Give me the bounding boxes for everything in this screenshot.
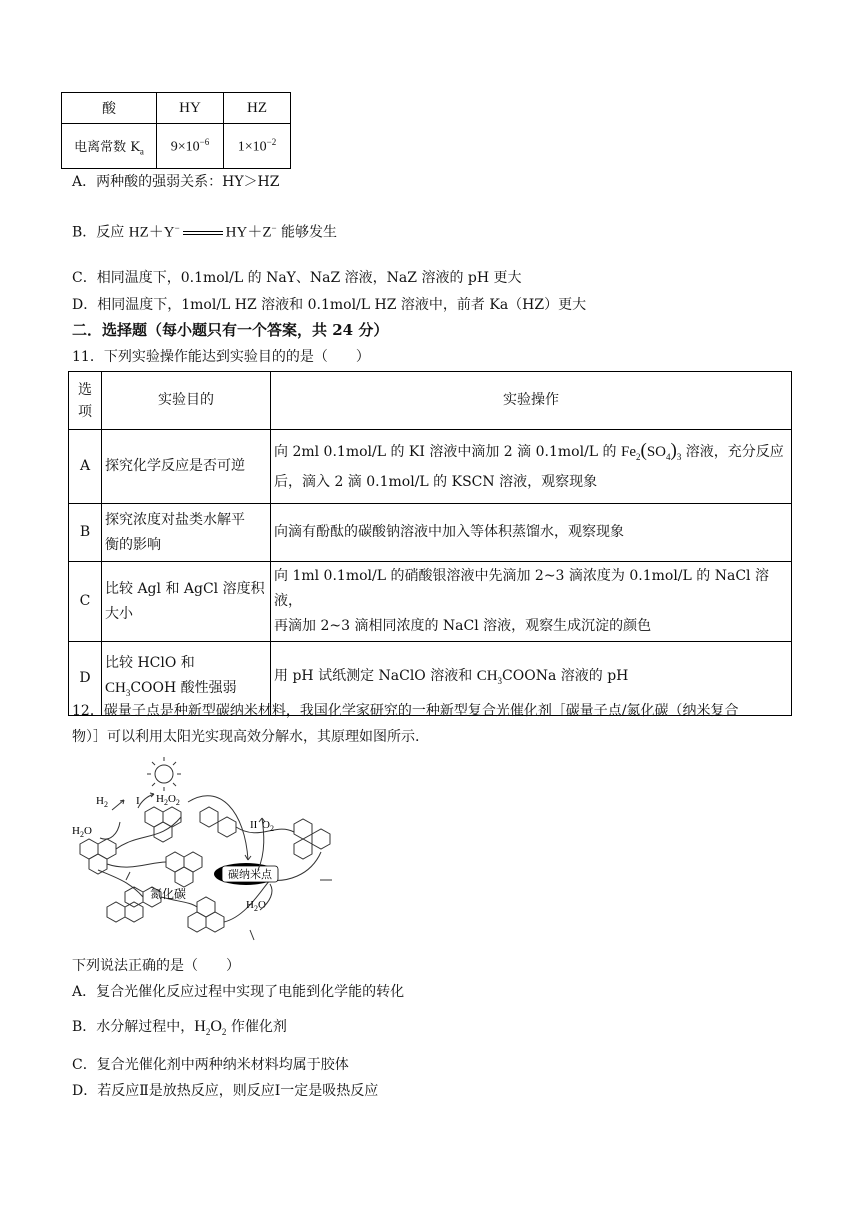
row-purpose: 比较 HClO 和 $CH_3COOH$ 酸性强弱 [102,642,271,716]
ka-header-acid: 酸 [62,93,157,124]
h2o-left-label: $H_2O$ [72,825,92,839]
q12-option-a: A．复合光催化反应过程中实现了电能到化学能的转化 [72,984,405,1000]
q10-option-d: D．相同温度下，1mol/L HZ 溶液和 0.1mol/L HZ 溶液中，前者 Ka（HZ）更大 [72,297,587,313]
row-operation: 用 pH 试纸测定 NaClO 溶液和 $CH_3COONa$ 溶液的 pH [271,642,792,716]
ka-header-hz: HZ [224,93,291,124]
photocatalysis-diagram [70,752,340,948]
h2o2-top-label: $H_2O_2$ [156,793,180,807]
q12-option-d: D．若反应Ⅱ是放热反应，则反应Ⅰ一定是吸热反应 [72,1083,379,1099]
h2o-bottom-label: $H_2O$ [246,899,266,913]
q12-stem-line2: 物）］可以利用太阳光实现高效分解水，其原理如图所示. [72,729,420,745]
row-option: D [69,642,102,716]
row-purpose: 探究浓度对盐类水解平 衡的影响 [102,504,271,562]
graphene-hexagon-network [80,807,332,940]
row-operation: 向滴有酚酞的碳酸钠溶液中加入等体积蒸馏水，观察现象 [271,504,792,562]
ka-row-label: 电离常数 $K_a$ [62,124,157,169]
nitride-label: 氮化碳 [150,887,187,901]
q10-option-b: B．反应 HZ＋Y− HY＋Z− 能够发生 [72,223,338,241]
o2-label: $O_2$ [262,819,274,833]
h2-label: $H_2$ [96,795,108,809]
ka-hy-value: $9\times 10^{-6}$ [157,124,224,169]
q12-stem-line1: 12．碳量子点是种新型碳纳米材料，我国化学家研究的一种新型复合光催化剂［碳量子点/氮化碳（纳米复合 [72,703,739,719]
row-purpose: 探究化学反应是否可逆 [102,430,271,504]
q11-stem: 11．下列实验操作能达到实验目的的是（ ） [72,349,370,365]
roman-one-label: I [136,795,140,807]
ka-table [61,92,291,169]
row-operation: 向 2ml 0.1mol/L 的 KI 溶液中滴加 2 滴 0.1mol/L 的 $Fe_2(SO_4)_3$ 溶液，充分反应 后，滴入 2 滴 0.1mol/L 的 KSCN 溶液，观察现象 [271,430,792,504]
row-purpose: 比较 Agl 和 AgCl 溶度积 大小 [102,562,271,642]
table-row [69,430,792,504]
q12-option-b: B．水分解过程中，$H_2O_2$ 作催化剂 [72,1018,287,1038]
sun-icon [147,757,181,791]
q10-option-a: A．两种酸的强弱关系：HY＞HZ [72,174,280,190]
row-operation: 向 1ml 0.1mol/L 的硝酸银溶液中先滴加 2~3 滴浓度为 0.1mol/L 的 NaCl 溶液， 再滴加 2~3 滴相同浓度的 NaCl 溶液，观察生成沉淀的颜色 [271,562,792,642]
head-operation: 实验操作 [271,372,792,430]
head-purpose: 实验目的 [102,372,271,430]
experiment-table [68,371,792,716]
ka-header-hy: HY [157,93,224,124]
table-row [69,504,792,562]
row-option: B [69,504,102,562]
q12-option-c: C．复合光催化剂中两种纳米材料均属于胶体 [72,1057,349,1073]
row-option: A [69,430,102,504]
q12-prompt: 下列说法正确的是（ ） [72,958,240,974]
head-option: 选 项 [69,372,102,430]
carbon-dot-label: 碳纳米点 [228,868,272,881]
row-option: C [69,562,102,642]
section-heading: 二．选择题（每小题只有一个答案，共 24 分） [72,321,389,339]
ka-hz-value: $1\times 10^{-2}$ [224,124,291,169]
equals-arrow [183,231,223,235]
roman-two-label: II [250,819,258,831]
q10-option-c: C．相同温度下，0.1mol/L 的 NaY、NaZ 溶液，NaZ 溶液的 pH 更大 [72,270,522,286]
table-row [69,562,792,642]
